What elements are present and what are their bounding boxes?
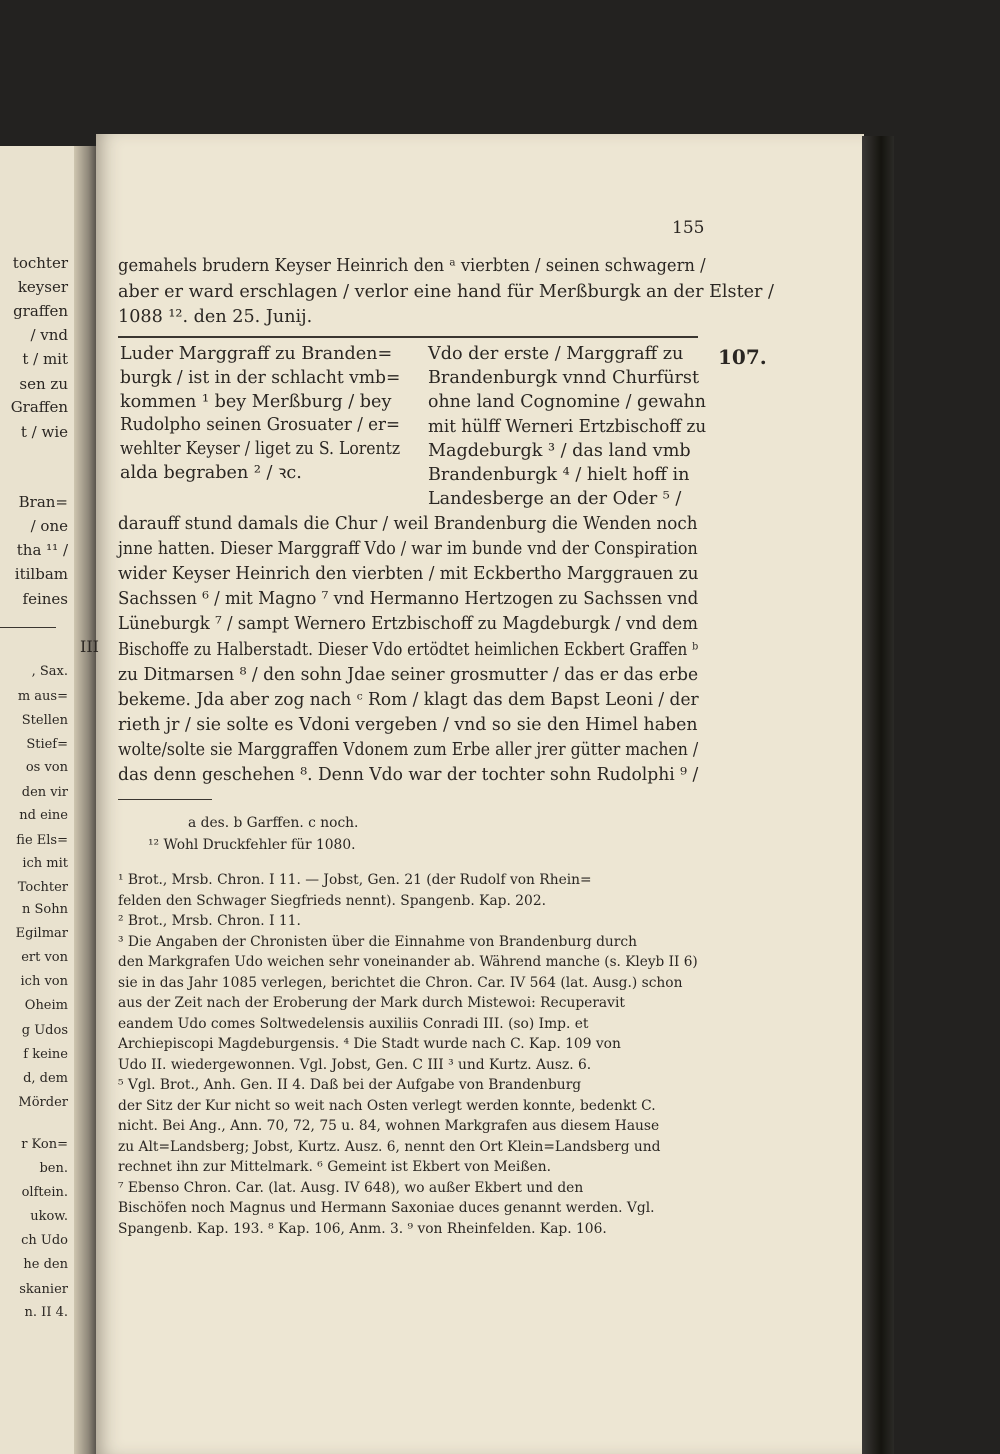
left-page-fragment: Mörder	[18, 1095, 68, 1110]
footnote-line: Bischöfen noch Magnus und Hermann Saxoniae duces genannt werden. Vgl.	[118, 1200, 655, 1216]
footnote-line: ³ Die Angaben der Chronisten über die Einnahme von Brandenburg durch	[118, 933, 638, 950]
left-page-fragment: ich mit	[22, 856, 68, 871]
top-line-text: aber er ward erschlagen / verlor eine hand für Merßburgk an der Elster /	[118, 282, 774, 302]
left-page-fragment: , Sax.	[31, 664, 68, 679]
footnote-line: ⁷ Ebenso Chron. Car. (lat. Ausg. IV 648), wo außer Ekbert und den	[118, 1179, 584, 1196]
footnote-line: Archiepiscopi Magdeburgensis. ⁴ Die Stadt wurde nach C. Kap. 109 von	[118, 1036, 621, 1052]
footnote-line: sie in das Jahr 1085 verlegen, berichtet die Chron. Car. IV 564 (lat. Ausg.) schon	[118, 974, 683, 991]
right-column-line: mit hülff Werneri Ertzbischoff zu	[428, 416, 707, 437]
left-page-fragment: nd eine	[19, 808, 68, 823]
footnote-line: ⁵ Vgl. Brot., Anh. Gen. II 4. Daß bei der Aufgabe von Brandenburg	[118, 1077, 582, 1093]
left-page-fragment: f keine	[23, 1047, 68, 1062]
body-line: rieth jr / sie solte es Vdoni vergeben / vnd so sie den Himel haben	[118, 714, 698, 735]
footnote-rule	[118, 799, 212, 800]
right-column-line: Brandenburgk ⁴ / hielt hoff in	[428, 465, 690, 485]
left-page-fragment: itilbam	[14, 565, 68, 583]
footnote-line: nicht. Bei Ang., Ann. 70, 72, 75 u. 84, wohnen Markgrafen aus diesem Hause	[118, 1118, 660, 1134]
left-page-fragment: d, dem	[23, 1071, 68, 1086]
left-page-fragment: tochter	[12, 254, 68, 272]
left-page-fragment: ch Udo	[21, 1233, 68, 1248]
body-line: Lüneburgk ⁷ / sampt Wernero Ertzbischoff zu Magdeburgk / vnd dem	[118, 614, 698, 635]
footnote-line: zu Alt=Landsberg; Jobst, Kurtz. Ausz. 6, nennt den Ort Klein=Landsberg und	[118, 1138, 661, 1155]
left-column-line: wehlter Keyser / liget zu S. Lorentz	[120, 439, 401, 460]
left-page-fragment: olftein.	[21, 1185, 68, 1200]
left-page-fragment: t / mit	[22, 350, 68, 368]
left-page-fragment: r Kon=	[21, 1137, 68, 1152]
body-line: das denn geschehen ⁸. Denn Vdo war der tochter sohn Rudolphi ⁹ /	[118, 765, 699, 785]
left-page	[0, 146, 76, 1454]
body-line: Sachssen ⁶ / mit Magno ⁷ vnd Hermanno Hertzogen zu Sachssen vnd	[118, 589, 699, 610]
left-page-fragment: Egilmar	[15, 926, 68, 941]
left-page-fragment: t / wie	[20, 423, 68, 441]
footnote-line: ¹ Brot., Mrsb. Chron. I 11. — Jobst, Gen. 21 (der Rudolf von Rhein=	[118, 872, 592, 888]
left-page-fragment: / one	[30, 517, 68, 535]
body-line: wider Keyser Heinrich den vierbten / mit Eckbertho Marggrauen zu	[118, 564, 699, 585]
left-column-line: alda begraben ² / ꝛc.	[120, 463, 302, 483]
right-column-line: ohne land Cognomine / gewahn	[428, 392, 706, 413]
left-page-fragment: n. II 4.	[24, 1305, 68, 1320]
footnote-line: aus der Zeit nach der Eroberung der Mark durch Mistewoi: Recuperavit	[118, 995, 625, 1011]
left-page-fragment: n Sohn	[22, 902, 68, 917]
body-line: Bischoffe zu Halberstadt. Dieser Vdo ertödtet heimlichen Eckbert Graffen ᵇ	[118, 639, 699, 660]
left-column-line: kommen ¹ bey Merßburg / bey	[120, 391, 392, 412]
left-page-fragment: Oheim	[24, 998, 68, 1013]
section-rule	[118, 336, 698, 338]
variant-notes: a des. b Garffen. c noch.	[188, 815, 359, 831]
left-page-fragment: fie Els=	[16, 833, 68, 848]
margin-left-mark: III	[80, 637, 99, 656]
left-page-fragment: feines	[22, 590, 68, 608]
left-page-fragment: skanier	[19, 1282, 68, 1297]
left-page-fragment: sen zu	[19, 375, 68, 393]
body-line: wolte/solte sie Marggraffen Vdonem zum Erbe aller jrer gütter machen /	[118, 739, 699, 760]
left-page-fragment: m aus=	[17, 689, 68, 704]
left-page-fragment: ben.	[39, 1161, 68, 1176]
left-page-fragment: Tochter	[17, 880, 68, 895]
body-line: darauff stund damals die Chur / weil Brandenburg die Wenden noch	[118, 514, 698, 534]
left-page-text	[0, 146, 74, 1454]
body-line: jnne hatten. Dieser Marggraff Vdo / war im bunde vnd der Conspiration	[118, 539, 698, 560]
footnote-line: felden den Schwager Siegfrieds nennt). Spangenb. Kap. 202.	[118, 892, 546, 909]
footnote-line: rechnet ihn zur Mittelmark. ⁶ Gemeint ist Ekbert von Meißen.	[118, 1159, 551, 1175]
left-page-fragment: Stellen	[21, 713, 68, 728]
left-page-fragment: ert von	[21, 950, 68, 965]
top-line	[118, 309, 312, 327]
footnote-line: eandem Udo comes Soltwedelensis auxiliis Conradi III. (so) Imp. et	[118, 1015, 589, 1032]
left-page-fragment: Graffen	[10, 398, 68, 416]
margin-number: 107.	[718, 345, 767, 369]
left-column-line: Rudolpho seinen Grosuater / er=	[120, 415, 401, 436]
top-line	[118, 258, 706, 276]
top-line-text: gemahels brudern Keyser Heinrich den ᵃ vierbten / seinen schwagern /	[118, 256, 706, 276]
left-page-fragment: tha ¹¹ /	[16, 541, 68, 559]
note-12: ¹² Wohl Druckfehler für 1080.	[148, 837, 356, 853]
body-line: zu Ditmarsen ⁸ / den sohn Jdae seiner grosmutter / das er das erbe	[118, 664, 699, 685]
right-column-line: Magdeburgk ³ / das land vmb	[428, 440, 691, 461]
left-page-fragment: keyser	[17, 278, 68, 296]
top-line	[118, 282, 774, 302]
left-page-fragment: den vir	[21, 785, 68, 800]
right-column-line: Brandenburgk vnnd Churfürst	[428, 368, 700, 389]
left-page-fragment: / vnd	[30, 326, 68, 344]
page-number: 155	[672, 218, 705, 238]
footnote-line: der Sitz der Kur nicht so weit nach Osten verlegt werden konnte, bedenkt C.	[118, 1097, 656, 1114]
page-edge	[862, 136, 894, 1454]
left-page-fragment: Stief=	[26, 737, 68, 752]
top-line-text: 1088 ¹². den 25. Junij.	[118, 307, 313, 327]
left-column-line: Luder Marggraff zu Branden=	[120, 344, 393, 364]
right-column-line: Vdo der erste / Marggraff zu	[428, 344, 684, 364]
footnote-line: ² Brot., Mrsb. Chron. I 11.	[118, 913, 301, 929]
footnote-line: den Markgrafen Udo weichen sehr voneinander ab. Während manche (s. Kleyb II 6)	[118, 954, 698, 970]
left-page-fragment: os von	[25, 760, 68, 775]
footnote-line: Udo II. wiedergewonnen. Vgl. Jobst, Gen. C III ³ und Kurtz. Ausz. 6.	[118, 1056, 592, 1073]
right-column-line: Landesberge an der Oder ⁵ /	[428, 489, 682, 510]
left-page-fragment: he den	[23, 1257, 68, 1272]
left-page-fragment: Bran=	[18, 493, 68, 511]
body-line: bekeme. Jda aber zog nach ᶜ Rom / klagt das dem Bapst Leoni / der	[118, 689, 699, 710]
left-page-fragment: ukow.	[30, 1209, 68, 1224]
footnote-line: Spangenb. Kap. 193. ⁸ Kap. 106, Anm. 3. ⁹ von Rheinfelden. Kap. 106.	[118, 1220, 607, 1237]
left-column-line: burgk / ist in der schlacht vmb=	[120, 367, 401, 388]
left-page-rule	[0, 627, 56, 628]
left-page-fragment: ich von	[20, 974, 68, 989]
left-page-fragment: graffen	[13, 302, 68, 320]
left-page-fragment: g Udos	[21, 1023, 68, 1038]
right-page	[96, 134, 864, 1454]
